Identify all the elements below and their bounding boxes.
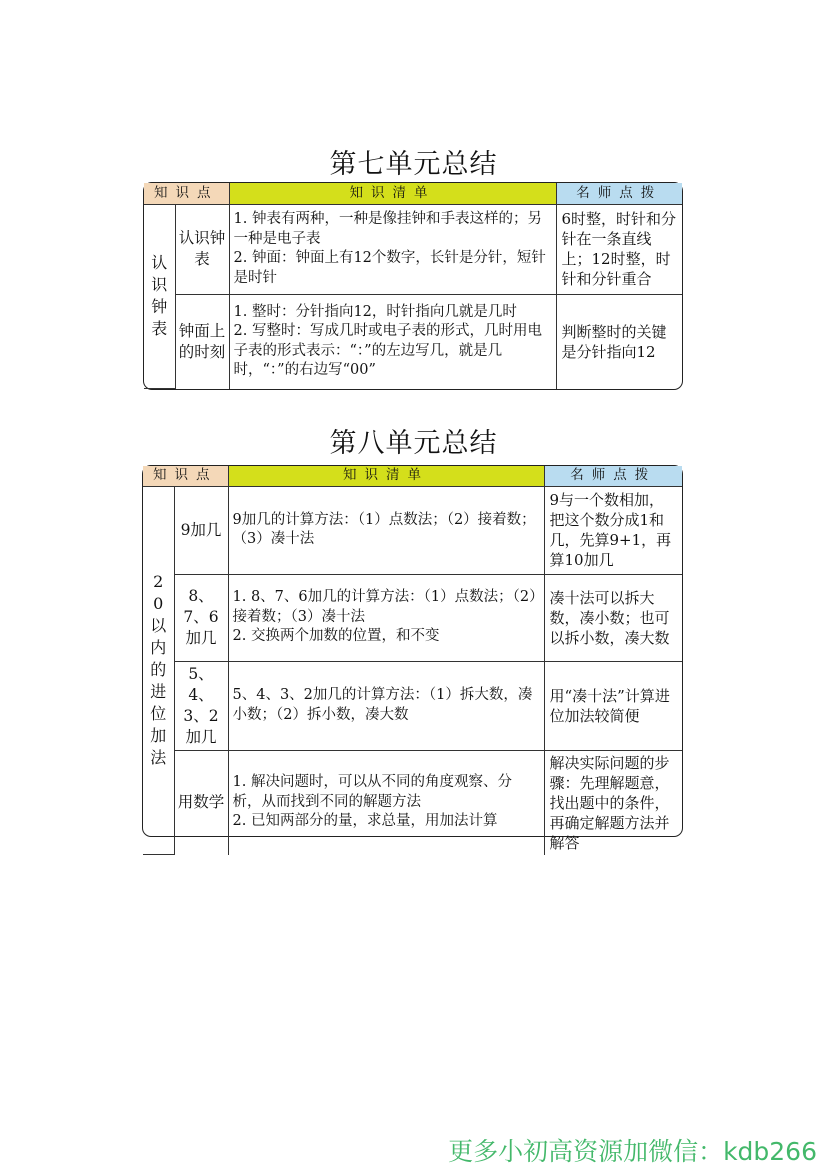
header-knowledge-list: 知识清单: [229, 183, 556, 204]
knowledge-content: 1. 钟表有两种，一种是像挂钟和手表这样的；另一种是电子表 2. 钟面：钟面上有12个数字，长针是分针，短针是时针: [229, 204, 556, 294]
unit8-table: [142, 465, 683, 852]
teacher-tip: 凑十法可以拆大数，凑小数；也可以拆小数，凑大数: [544, 574, 682, 661]
header-teacher-tip: 名师点拨: [556, 183, 682, 204]
knowledge-content: 1. 整时：分针指向12，时针指向几就是几时 2. 写整时：写成几时或电子表的形式，几时用电子表的形式表示：“：”的左边写几，就是几时，“：”的右边写“00”: [229, 294, 556, 389]
teacher-tip: 判断整时的关键是分针指向12: [556, 294, 682, 389]
topic-label: 用数学: [174, 750, 228, 855]
header-knowledge-list: 知识清单: [228, 466, 544, 486]
knowledge-content: 1. 解决问题时，可以从不同的角度观察、分析，从而找到不同的解题方法 2. 已知两部分的量，求总量，用加法计算: [228, 750, 544, 855]
footer-watermark: 更多小初高资源加微信：kdb266: [448, 1137, 817, 1166]
unit7-title: 第七单元总结: [329, 149, 498, 180]
teacher-tip: 6时整，时针和分针在一条直线上；12时整，时针和分针重合: [556, 204, 682, 294]
topic-label: 钟面上的时刻: [175, 294, 229, 389]
category-label: 认识钟表: [151, 253, 168, 338]
topic-label: 8、7、6加几: [174, 574, 228, 661]
teacher-tip: 解决实际问题的步骤：先理解题意，找出题中的条件，再确定解题方法并解答: [544, 750, 682, 855]
header-knowledge-point: 知识点: [144, 183, 229, 204]
knowledge-content: 1. 8、7、6加几的计算方法：（1）点数法；（2）接着数；（3）凑十法 2. 交换两个加数的位置，和不变: [228, 574, 544, 661]
header-teacher-tip: 名师点拨: [544, 466, 682, 486]
knowledge-content: 5、4、3、2加几的计算方法：（1）拆大数，凑小数；（2）拆小数，凑大数: [228, 661, 544, 750]
unit7-table: [143, 182, 683, 390]
unit8-title: 第八单元总结: [329, 428, 498, 459]
category-label: 20以内的进位加法: [150, 572, 167, 767]
teacher-tip: 9与一个数相加，把这个数分成1和几，先算9+1，再算10加几: [544, 486, 682, 574]
topic-label: 5、4、3、2加几: [174, 661, 228, 750]
header-knowledge-point: 知识点: [143, 466, 228, 486]
knowledge-content: 9加几的计算方法：（1）点数法；（2）接着数；（3）凑十法: [228, 486, 544, 574]
teacher-tip: 用“凑十法”计算进位加法较简便: [544, 661, 682, 750]
topic-label: 认识钟表: [175, 204, 229, 294]
topic-label: 9加几: [174, 486, 228, 574]
